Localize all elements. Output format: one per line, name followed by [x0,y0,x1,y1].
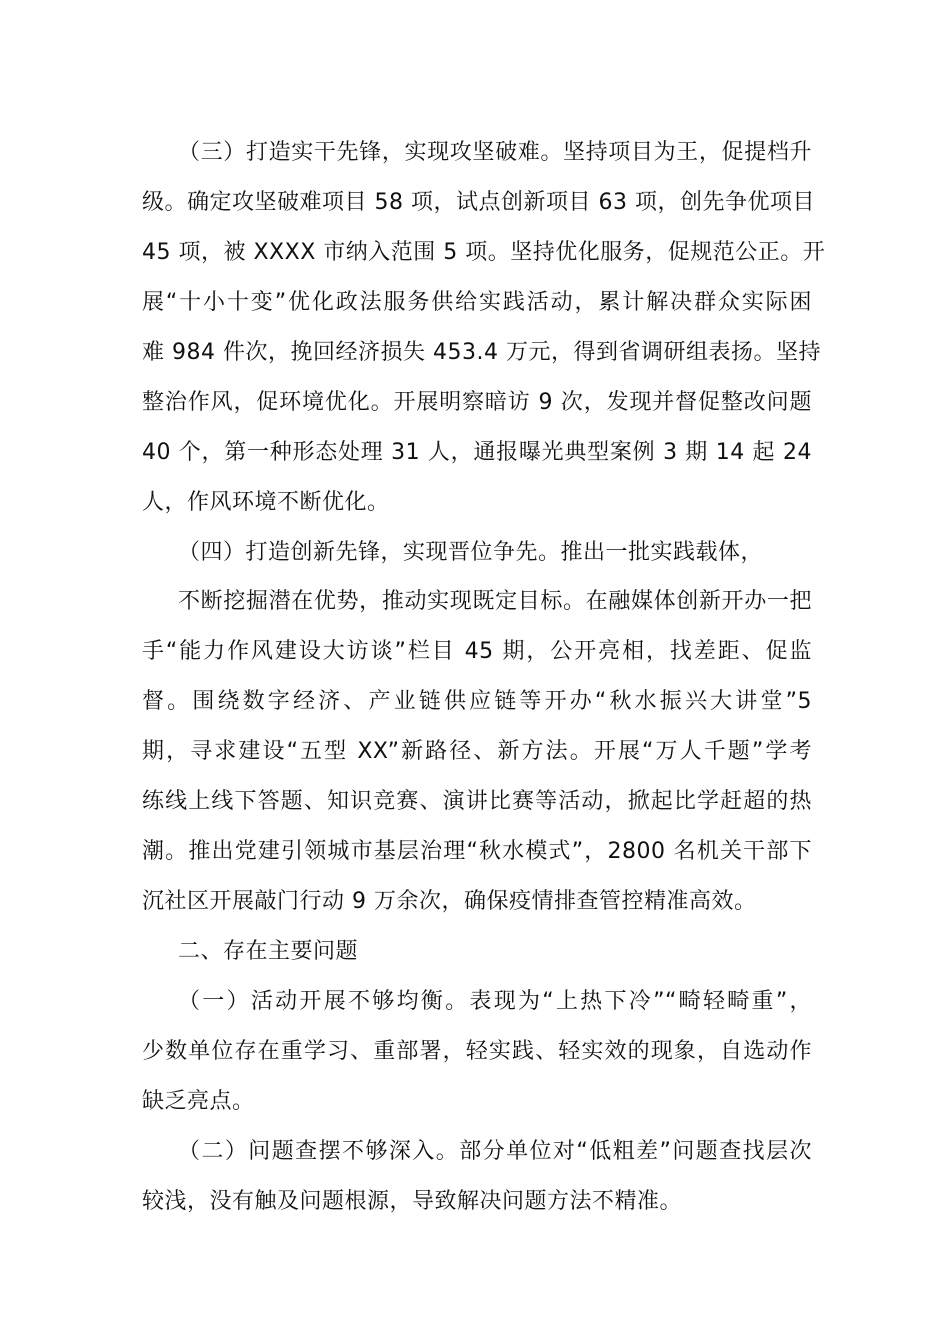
problem-2-line-1: （二）问题查摆不够深入。部分单位对“低粗差”问题查找层次 [178,1139,813,1164]
paragraph-4-line-5: 期，寻求建设“五型 XX”新路径、新方法。开展“万人千题”学考 [142,739,812,764]
problem-1-line-3: 缺乏亮点。 [142,1089,255,1114]
paragraph-4-line-2: 不断挖掘潜在优势，推动实现既定目标。在融媒体创新开办一把 [178,589,812,614]
paragraph-3-line-3: 45 项，被 XXXX 市纳入范围 5 项。坚持优化服务，促规范公正。开 [142,240,826,265]
paragraph-4-line-6: 练线上线下答题、知识竞赛、演讲比赛等活动，掀起比学赶超的热 [142,789,812,814]
paragraph-4-line-1: （四）打造创新先锋，实现晋位争先。推出一批实践载体， [178,540,764,565]
problem-1-line-2: 少数单位存在重学习、重部署，轻实践、轻实效的现象，自选动作 [142,1039,812,1064]
paragraph-4-line-4: 督。围绕数字经济、产业链供应链等开办“秋水振兴大讲堂”5 [142,689,812,714]
paragraph-4-line-3: 手“能力作风建设大访谈”栏目 45 期，公开亮相，找差距、促监 [142,639,812,664]
paragraph-3-line-5: 难 984 件次，挽回经济损失 453.4 万元，得到省调研组表扬。坚持 [142,340,821,365]
paragraph-3-line-8: 人，作风环境不断优化。 [142,490,390,515]
paragraph-3-line-6: 整治作风，促环境优化。开展明察暗访 9 次，发现并督促整改问题 [142,390,812,415]
paragraph-3-line-2: 级。确定攻坚破难项目 58 项，试点创新项目 63 项，创先争优项目 [142,190,815,215]
paragraph-3-line-4: 展“十小十变”优化政法服务供给实践活动，累计解决群众实际困 [142,290,812,315]
paragraph-3-line-1: （三）打造实干先锋，实现攻坚破难。坚持项目为王，促提档升 [178,140,812,165]
paragraph-4-line-8: 沉社区开展敲门行动 9 万余次，确保疫情排查管控精准高效。 [142,889,757,914]
problem-2-line-2: 较浅，没有触及问题根源，导致解决问题方法不精准。 [142,1189,683,1214]
section-heading: 二、存在主要问题 [178,939,359,964]
paragraph-4-line-7: 潮。推出党建引领城市基层治理“秋水模式”，2800 名机关干部下 [142,839,812,864]
paragraph-3-line-7: 40 个，第一种形态处理 31 人，通报曝光典型案例 3 期 14 起 24 [142,440,812,465]
problem-1-line-1: （一）活动开展不够均衡。表现为“上热下冷”“畸轻畸重”， [178,989,812,1014]
